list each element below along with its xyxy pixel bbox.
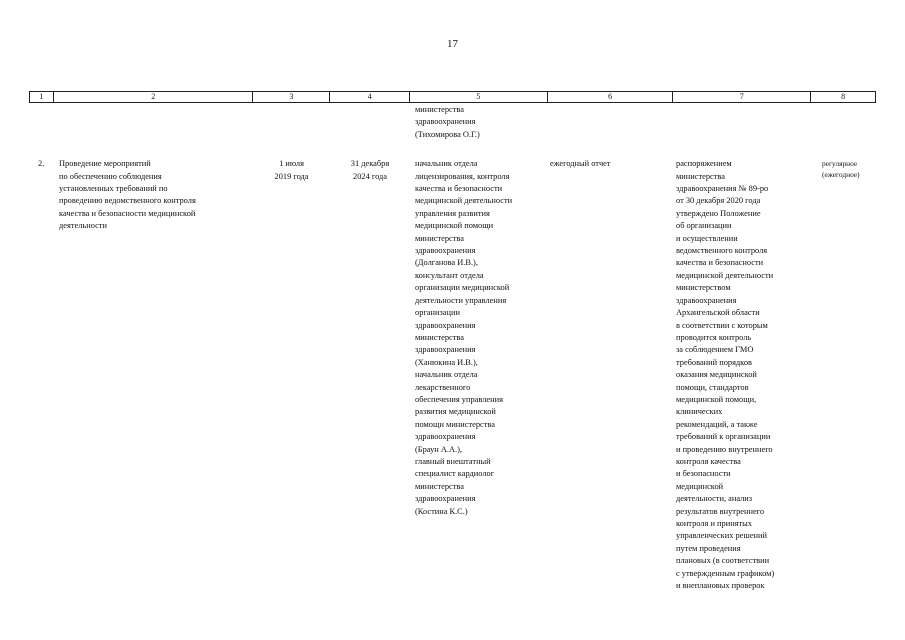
plan-table	[29, 91, 876, 592]
activity-name: Проведение мероприятий по обеспечению соблюдения установленных требований по проведению ведомственного контроля качества и безопасности медицинской деятельности	[59, 159, 196, 231]
expected-result: ежегодный отчет	[550, 159, 611, 169]
responsible-continuation: министерства здравоохранения (Тихомирова О.Г.)	[415, 105, 480, 139]
row-number: 2.	[38, 159, 45, 169]
column-number-4: 4	[330, 92, 410, 102]
column-number-8: 8	[841, 92, 846, 101]
table-row	[29, 158, 876, 592]
table-row-continuation	[29, 104, 876, 141]
column-number-5: 5	[410, 92, 548, 102]
start-date: 1 июля 2019 года	[274, 159, 309, 181]
periodicity: регулярное (ежегодное)	[822, 159, 860, 180]
end-date: 31 декабря 2024 года	[350, 159, 390, 181]
column-number-2: 2	[54, 92, 254, 102]
column-number-3: 3	[253, 92, 330, 102]
column-number-1: 1	[30, 92, 54, 102]
column-number-6: 6	[548, 92, 674, 102]
activity-description: распоряжением министерства здравоохранения № 89-ро от 30 декабря 2020 года утверждено Положение об организации и осуществлении ведомственного контроля качества и безопасности медицинской деятельности министерством здравоохранения Архангельской области в соответствии с которым проводится контроль за соблюдением ГМО требований порядков оказания медицинской помощи, стандартов медицинской помощи, клинических рекомендаций, а также требований к организации и проведению внутреннего контроля качества и безопасности медицинской деятельности, анализ результатов внутреннего контроля и принятых управленческих решений путем проведения плановых (в соответствии с утвержденным графиком) и внеплановых проверок	[676, 159, 775, 591]
responsible-persons: начальник отдела лицензирования, контроля качества и безопасности медицинской деятельности управления развития медицинской помощи министерства здравоохранения (Долганова И.В.), консультант отдела организации медицинской деятельности управления организации здравоохранения министерства здравоохранения (Ханюкина И.В.), начальник отдела лекарственного обеспечения управления развития медицинской помощи министерства здравоохранения (Браун А.А.), главный внештатный специалист кардиолог министерства здравоохранения (Костина К.С.)	[415, 159, 513, 516]
column-number-7: 7	[673, 92, 811, 102]
page-number: 17	[447, 38, 458, 50]
table-column-numbers	[29, 91, 876, 103]
